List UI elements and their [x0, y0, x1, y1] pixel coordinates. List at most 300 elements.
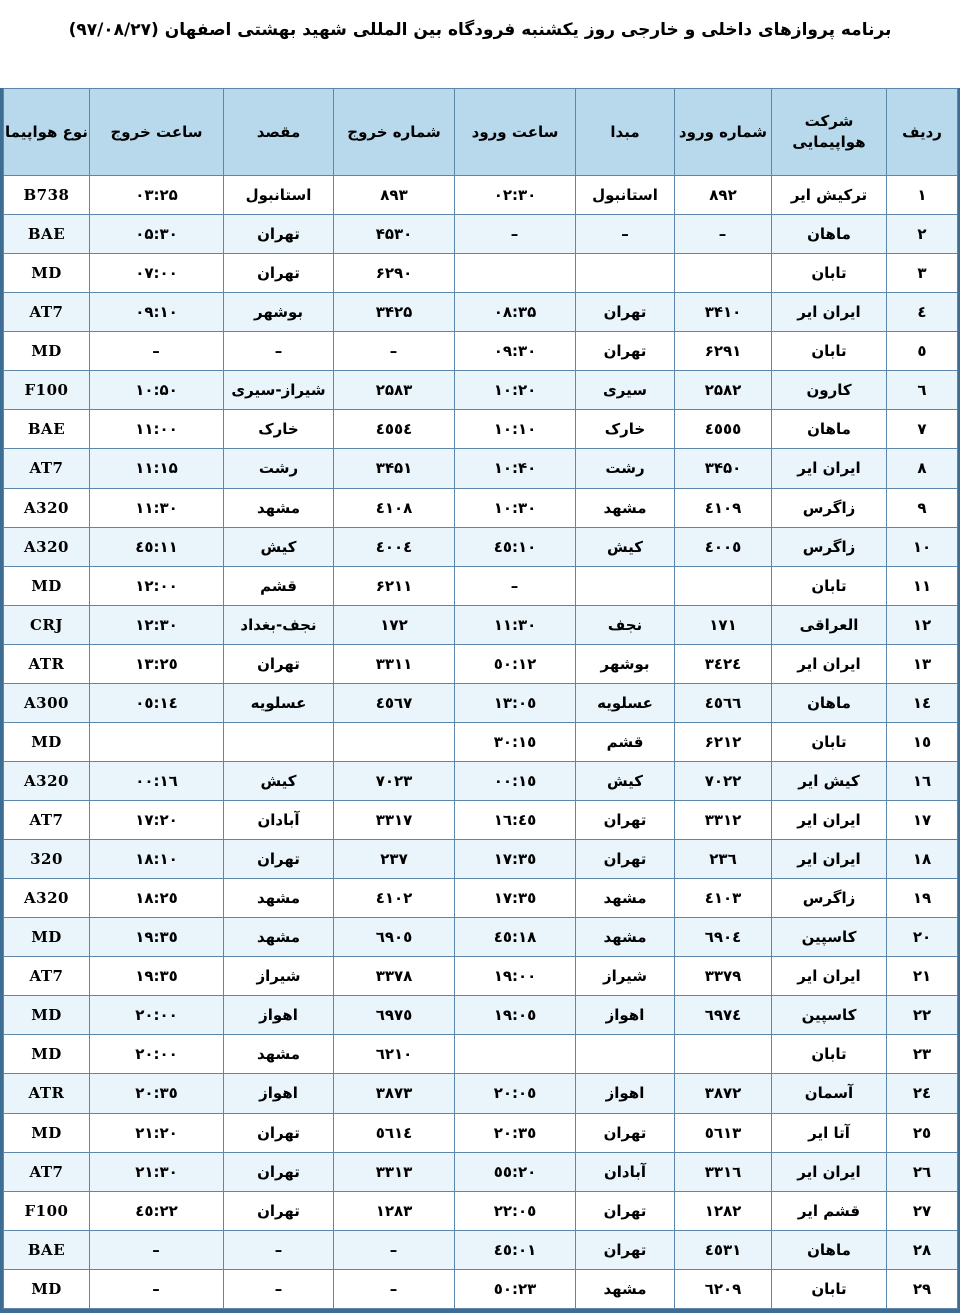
airline-cell: ایران ایر [772, 449, 887, 488]
arrival-number-cell: ۱۲۸۲ [675, 1191, 772, 1230]
destination-cell: کیش [224, 761, 334, 800]
departure-number-cell: ۱۲۸۳ [334, 1191, 455, 1230]
origin-cell: مشهد [576, 488, 675, 527]
departure-number-cell: ۳۳۱۳ [334, 1152, 455, 1191]
aircraft-type-cell: AT7 [4, 293, 90, 332]
table-row [4, 1113, 958, 1152]
origin-cell: استانبول [576, 176, 675, 215]
table-row [4, 371, 958, 410]
origin-cell: مشهد [576, 918, 675, 957]
departure-time-cell: ۲۲:٤٥ [90, 1191, 224, 1230]
departure-time-cell: ۲۰:۰۰ [90, 996, 224, 1035]
destination-cell: – [224, 1230, 334, 1269]
departure-time-cell: ۲۰:۳٥ [90, 1074, 224, 1113]
departure-time-cell: ۱۱:۰۰ [90, 410, 224, 449]
departure-time-cell: ۱۷:۲۰ [90, 801, 224, 840]
airline-cell: تابان [772, 332, 887, 371]
departure-time-cell: ۲۱:۳۰ [90, 1152, 224, 1191]
table-row [4, 1191, 958, 1230]
aircraft-type-cell: AT7 [4, 801, 90, 840]
airline-cell: تابان [772, 566, 887, 605]
table-header-row [4, 89, 958, 176]
departure-time-cell: ۱۸:۱۰ [90, 840, 224, 879]
airline-cell: ترکیش ایر [772, 176, 887, 215]
arrival-time-cell: ۰۱:٤٥ [455, 1230, 576, 1269]
page-title: برنامه پروازهای داخلی و خارجی روز یکشنبه فرودگاه بین المللی شهید بهشتی اصفهان (۹۷/۰۸/۲۷) [68, 20, 892, 40]
arrival-number-cell: ٤٥۳۱ [675, 1230, 772, 1269]
departure-time-cell: – [90, 1230, 224, 1269]
origin-cell: خارک [576, 410, 675, 449]
table-row [4, 410, 958, 449]
origin-cell: تهران [576, 801, 675, 840]
arrival-number-cell: ٤٥٥٥ [675, 410, 772, 449]
table-row [4, 918, 958, 957]
arrival-time-cell: ۰۸:۳۵ [455, 293, 576, 332]
destination-cell: استانبول [224, 176, 334, 215]
airline-cell: کارون [772, 371, 887, 410]
origin-cell: اهواز [576, 1074, 675, 1113]
destination-cell: تهران [224, 254, 334, 293]
aircraft-type-cell: A320 [4, 488, 90, 527]
aircraft-type-cell: F100 [4, 371, 90, 410]
destination-cell: تهران [224, 1191, 334, 1230]
table-row [4, 840, 958, 879]
destination-cell: تهران [224, 215, 334, 254]
row-number-cell: ٥ [887, 332, 958, 371]
column-header-origin: مبدا [576, 89, 675, 176]
row-number-cell: ۲۸ [887, 1230, 958, 1269]
aircraft-type-cell: A320 [4, 879, 90, 918]
table-row [4, 761, 958, 800]
arrival-time-cell [455, 254, 576, 293]
origin-cell: بوشهر [576, 644, 675, 683]
destination-cell: رشت [224, 449, 334, 488]
departure-time-cell: ۱۳:۲٥ [90, 644, 224, 683]
arrival-time-cell: ۱٦:٤٥ [455, 801, 576, 840]
table-row [4, 996, 958, 1035]
row-number-cell: ۲٥ [887, 1113, 958, 1152]
airline-cell: ایران ایر [772, 840, 887, 879]
departure-number-cell: ۲۵۸۳ [334, 371, 455, 410]
departure-time-cell: ۱۸:۲٥ [90, 879, 224, 918]
airline-cell: ماهان [772, 410, 887, 449]
arrival-number-cell: ۳۳۱۲ [675, 801, 772, 840]
aircraft-type-cell: ATR [4, 644, 90, 683]
departure-number-cell: – [334, 1230, 455, 1269]
departure-number-cell: ۲۳۷ [334, 840, 455, 879]
arrival-number-cell [675, 566, 772, 605]
row-number-cell: ۲۳ [887, 1035, 958, 1074]
airline-cell: تابان [772, 722, 887, 761]
departure-time-cell: ۱۹:۳٥ [90, 918, 224, 957]
row-number-cell: ۱۳ [887, 644, 958, 683]
origin-cell: – [576, 215, 675, 254]
destination-cell [224, 722, 334, 761]
aircraft-type-cell: A320 [4, 527, 90, 566]
table-row [4, 527, 958, 566]
table-row [4, 254, 958, 293]
departure-time-cell: ۱۱:۳۰ [90, 488, 224, 527]
airline-cell: ایران ایر [772, 644, 887, 683]
table-row [4, 1269, 958, 1308]
departure-number-cell: ٤۱۰۸ [334, 488, 455, 527]
departure-number-cell: ۶۲۹۰ [334, 254, 455, 293]
aircraft-type-cell: MD [4, 1113, 90, 1152]
departure-number-cell: ٦۹۷٥ [334, 996, 455, 1035]
arrival-time-cell: ۱۰:۲۰ [455, 371, 576, 410]
arrival-number-cell: ۳۳۷۹ [675, 957, 772, 996]
row-number-cell: ۳ [887, 254, 958, 293]
departure-time-cell: ۰۹:۱۰ [90, 293, 224, 332]
table-row [4, 176, 958, 215]
arrival-number-cell: ۳۳۱٦ [675, 1152, 772, 1191]
row-number-cell: ۲۷ [887, 1191, 958, 1230]
arrival-number-cell: ۳۴۱۰ [675, 293, 772, 332]
airline-cell: تابان [772, 1269, 887, 1308]
departure-number-cell: ۳۳۱۷ [334, 801, 455, 840]
airline-cell: ایران ایر [772, 957, 887, 996]
row-number-cell: ۸ [887, 449, 958, 488]
destination-cell: مشهد [224, 1035, 334, 1074]
origin-cell [576, 254, 675, 293]
departure-time-cell: ۱٤:۰٥ [90, 683, 224, 722]
destination-cell: شیراز [224, 957, 334, 996]
departure-number-cell: ۸۹۳ [334, 176, 455, 215]
airline-cell: کاسپین [772, 996, 887, 1035]
arrival-number-cell: ٤٥٦٦ [675, 683, 772, 722]
departure-number-cell: ۶۲۱۱ [334, 566, 455, 605]
airline-cell: آتا ایر [772, 1113, 887, 1152]
aircraft-type-cell: F100 [4, 1191, 90, 1230]
departure-number-cell: ۳۴۵۱ [334, 449, 455, 488]
departure-number-cell: – [334, 1269, 455, 1308]
destination-cell: بوشهر [224, 293, 334, 332]
row-number-cell: ۱۹ [887, 879, 958, 918]
row-number-cell: ۲۱ [887, 957, 958, 996]
column-header-row-number: ردیف [887, 89, 958, 176]
row-number-cell: ۱ [887, 176, 958, 215]
arrival-number-cell: ۳٤۲٤ [675, 644, 772, 683]
origin-cell: تهران [576, 1191, 675, 1230]
aircraft-type-cell: CRJ [4, 605, 90, 644]
column-header-departure-number: شماره خروج [334, 89, 455, 176]
flight-rows [4, 176, 958, 1309]
destination-cell: نجف-بغداد [224, 605, 334, 644]
aircraft-type-cell: MD [4, 996, 90, 1035]
departure-number-cell: ۳۸۷۳ [334, 1074, 455, 1113]
arrival-time-cell: ۰۲:۳۰ [455, 176, 576, 215]
row-number-cell: ۲۰ [887, 918, 958, 957]
aircraft-type-cell: AT7 [4, 449, 90, 488]
arrival-time-cell: ۱۲:٥۰ [455, 644, 576, 683]
origin-cell: نجف [576, 605, 675, 644]
departure-number-cell: ٤۰۰٤ [334, 527, 455, 566]
table-row [4, 957, 958, 996]
row-number-cell: ۱۷ [887, 801, 958, 840]
arrival-time-cell: ۰۹:۳۰ [455, 332, 576, 371]
aircraft-type-cell: AT7 [4, 1152, 90, 1191]
destination-cell: تهران [224, 1152, 334, 1191]
departure-number-cell: ۷۰۲۳ [334, 761, 455, 800]
departure-number-cell: ۳۳۷۸ [334, 957, 455, 996]
aircraft-type-cell: A300 [4, 683, 90, 722]
departure-time-cell: ۱۲:۳۰ [90, 605, 224, 644]
arrival-number-cell: ۲۵۸۲ [675, 371, 772, 410]
arrival-time-cell: ۲۲:۰٥ [455, 1191, 576, 1230]
table-row [4, 801, 958, 840]
arrival-number-cell: ۶۲۱۲ [675, 722, 772, 761]
table-row [4, 1035, 958, 1074]
origin-cell: تهران [576, 293, 675, 332]
column-header-departure-time: ساعت خروج [90, 89, 224, 176]
row-number-cell: ۱۰ [887, 527, 958, 566]
arrival-number-cell: ٦۹۰٤ [675, 918, 772, 957]
flight-schedule-table [3, 88, 958, 1309]
column-header-destination: مقصد [224, 89, 334, 176]
destination-cell: تهران [224, 840, 334, 879]
row-number-cell: ۲۲ [887, 996, 958, 1035]
airline-cell: زاگرس [772, 527, 887, 566]
departure-time-cell: ۱۲:۰۰ [90, 566, 224, 605]
arrival-number-cell [675, 1035, 772, 1074]
arrival-time-cell: ۱٥:۰۰ [455, 761, 576, 800]
aircraft-type-cell: MD [4, 332, 90, 371]
airline-cell: ماهان [772, 215, 887, 254]
arrival-time-cell: ۱٥:۳۰ [455, 722, 576, 761]
arrival-number-cell: ٥٦۱۳ [675, 1113, 772, 1152]
departure-number-cell [334, 722, 455, 761]
origin-cell: کیش [576, 761, 675, 800]
aircraft-type-cell: B738 [4, 176, 90, 215]
origin-cell [576, 1035, 675, 1074]
row-number-cell: ۲٦ [887, 1152, 958, 1191]
departure-time-cell: ۱۰:۵۰ [90, 371, 224, 410]
destination-cell: تهران [224, 1113, 334, 1152]
destination-cell: خارک [224, 410, 334, 449]
arrival-time-cell [455, 1035, 576, 1074]
departure-time-cell: ۱٦:۰۰ [90, 761, 224, 800]
airline-cell: ایران ایر [772, 801, 887, 840]
row-number-cell: ۱۱ [887, 566, 958, 605]
origin-cell: تهران [576, 1230, 675, 1269]
departure-number-cell: ۳۳۱۱ [334, 644, 455, 683]
arrival-time-cell: ۱۰:۳۰ [455, 488, 576, 527]
aircraft-type-cell: A320 [4, 761, 90, 800]
aircraft-type-cell: MD [4, 254, 90, 293]
aircraft-type-cell: AT7 [4, 957, 90, 996]
destination-cell: مشهد [224, 879, 334, 918]
arrival-number-cell: ۳۸۷۲ [675, 1074, 772, 1113]
column-header-arrival-number: شماره ورود [675, 89, 772, 176]
arrival-time-cell: ۱۹:۰۰ [455, 957, 576, 996]
aircraft-type-cell: MD [4, 566, 90, 605]
origin-cell: سیری [576, 371, 675, 410]
table-row [4, 566, 958, 605]
destination-cell: کیش [224, 527, 334, 566]
destination-cell: قشم [224, 566, 334, 605]
origin-cell: قشم [576, 722, 675, 761]
column-header-airline: شرکت هواپیمایی [772, 89, 887, 176]
arrival-number-cell: ٤۱۰۹ [675, 488, 772, 527]
departure-number-cell: ٤٥٥٤ [334, 410, 455, 449]
row-number-cell: ۲٤ [887, 1074, 958, 1113]
row-number-cell: ۷ [887, 410, 958, 449]
departure-time-cell: – [90, 1269, 224, 1308]
origin-cell: مشهد [576, 1269, 675, 1308]
table-row [4, 605, 958, 644]
arrival-number-cell: ۸۹۲ [675, 176, 772, 215]
aircraft-type-cell: BAE [4, 1230, 90, 1269]
table-row [4, 879, 958, 918]
arrival-number-cell: ۷۰۲۲ [675, 761, 772, 800]
table-row [4, 332, 958, 371]
arrival-time-cell: ۱۱:۳۰ [455, 605, 576, 644]
arrival-time-cell: ۱۹:۰٥ [455, 996, 576, 1035]
row-number-cell: ۲ [887, 215, 958, 254]
departure-time-cell: ۱۹:۳٥ [90, 957, 224, 996]
airline-cell: آسمان [772, 1074, 887, 1113]
arrival-number-cell: ٤۰۰٥ [675, 527, 772, 566]
table-row [4, 215, 958, 254]
departure-number-cell: – [334, 332, 455, 371]
departure-number-cell: ۱۷۲ [334, 605, 455, 644]
arrival-time-cell: ۱۳:۰٥ [455, 683, 576, 722]
arrival-time-cell: – [455, 215, 576, 254]
departure-time-cell: ۲۰:۰۰ [90, 1035, 224, 1074]
destination-cell: عسلویه [224, 683, 334, 722]
departure-time-cell: ۰۳:۲۵ [90, 176, 224, 215]
departure-number-cell: ٤۱۰۲ [334, 879, 455, 918]
destination-cell: مشهد [224, 488, 334, 527]
arrival-time-cell: ۲۰:۳٥ [455, 1113, 576, 1152]
destination-cell: مشهد [224, 918, 334, 957]
departure-time-cell: ۰۵:۳۰ [90, 215, 224, 254]
departure-time-cell: ۱۱:٤٥ [90, 527, 224, 566]
departure-number-cell: ٤٥٦۷ [334, 683, 455, 722]
table-row [4, 1152, 958, 1191]
origin-cell: شیراز [576, 957, 675, 996]
arrival-time-cell: ۲۰:۰٥ [455, 1074, 576, 1113]
origin-cell: عسلویه [576, 683, 675, 722]
arrival-number-cell [675, 254, 772, 293]
origin-cell: اهواز [576, 996, 675, 1035]
departure-number-cell: ٦۹۰٥ [334, 918, 455, 957]
departure-number-cell: ۴۵۳۰ [334, 215, 455, 254]
arrival-number-cell: ٤۱۰۳ [675, 879, 772, 918]
column-header-aircraft-type: نوع هواپیما [4, 89, 90, 176]
arrival-number-cell: ۶۲۹۱ [675, 332, 772, 371]
airline-cell: کاسپین [772, 918, 887, 957]
aircraft-type-cell: MD [4, 722, 90, 761]
table-row [4, 293, 958, 332]
origin-cell [576, 566, 675, 605]
airline-cell: قشم ایر [772, 1191, 887, 1230]
origin-cell: تهران [576, 1113, 675, 1152]
aircraft-type-cell: MD [4, 1269, 90, 1308]
airline-cell: ایران ایر [772, 293, 887, 332]
origin-cell: تهران [576, 332, 675, 371]
origin-cell: آبادان [576, 1152, 675, 1191]
row-number-cell: ۹ [887, 488, 958, 527]
arrival-time-cell: ۱۷:۳٥ [455, 879, 576, 918]
destination-cell: – [224, 332, 334, 371]
arrival-number-cell: ۳۴۵۰ [675, 449, 772, 488]
schedule-sheet [0, 88, 960, 1313]
origin-cell: کیش [576, 527, 675, 566]
origin-cell: تهران [576, 840, 675, 879]
aircraft-type-cell: BAE [4, 410, 90, 449]
airline-cell: کیش ایر [772, 761, 887, 800]
aircraft-type-cell: BAE [4, 215, 90, 254]
table-row [4, 683, 958, 722]
row-number-cell: ۲۹ [887, 1269, 958, 1308]
arrival-time-cell: ۲۳:٥۰ [455, 1269, 576, 1308]
departure-time-cell: ۲۱:۲۰ [90, 1113, 224, 1152]
aircraft-type-cell: ATR [4, 1074, 90, 1113]
arrival-time-cell: ۱۰:۱۰ [455, 410, 576, 449]
departure-time-cell: ۱۱:۱۵ [90, 449, 224, 488]
departure-time-cell: ۰۷:۰۰ [90, 254, 224, 293]
arrival-number-cell: ۲۳٦ [675, 840, 772, 879]
arrival-time-cell: ۲۰:٥٥ [455, 1152, 576, 1191]
airline-cell: ماهان [772, 683, 887, 722]
destination-cell: – [224, 1269, 334, 1308]
aircraft-type-cell: MD [4, 918, 90, 957]
departure-number-cell: ۳۴۲۵ [334, 293, 455, 332]
row-number-cell: ۱٤ [887, 683, 958, 722]
airline-cell: زاگرس [772, 879, 887, 918]
destination-cell: اهواز [224, 996, 334, 1035]
airline-cell: العراقی [772, 605, 887, 644]
destination-cell: اهواز [224, 1074, 334, 1113]
departure-number-cell: ٥٦۱٤ [334, 1113, 455, 1152]
arrival-time-cell: ۱۷:۳٥ [455, 840, 576, 879]
aircraft-type-cell: MD [4, 1035, 90, 1074]
table-row [4, 488, 958, 527]
arrival-number-cell: ٦۹۷٤ [675, 996, 772, 1035]
departure-number-cell: ٦۲۱۰ [334, 1035, 455, 1074]
arrival-time-cell: ۱۰:۴۰ [455, 449, 576, 488]
departure-time-cell: – [90, 332, 224, 371]
arrival-number-cell: ۱۷۱ [675, 605, 772, 644]
table-row [4, 722, 958, 761]
table-row [4, 1074, 958, 1113]
origin-cell: مشهد [576, 879, 675, 918]
arrival-number-cell: ٦۲۰۹ [675, 1269, 772, 1308]
row-number-cell: ۱۸ [887, 840, 958, 879]
airline-cell: ایران ایر [772, 1152, 887, 1191]
table-row [4, 449, 958, 488]
departure-time-cell [90, 722, 224, 761]
airline-cell: ماهان [772, 1230, 887, 1269]
row-number-cell: ٤ [887, 293, 958, 332]
row-number-cell: ٦ [887, 371, 958, 410]
arrival-time-cell: ۱۰:٤٥ [455, 527, 576, 566]
row-number-cell: ۱٦ [887, 761, 958, 800]
airline-cell: تابان [772, 1035, 887, 1074]
destination-cell: شیراز-سیری [224, 371, 334, 410]
destination-cell: آبادان [224, 801, 334, 840]
row-number-cell: ۱۲ [887, 605, 958, 644]
origin-cell: رشت [576, 449, 675, 488]
aircraft-type-cell: 320 [4, 840, 90, 879]
table-row [4, 1230, 958, 1269]
airline-cell: زاگرس [772, 488, 887, 527]
table-row [4, 644, 958, 683]
airline-cell: تابان [772, 254, 887, 293]
arrival-time-cell: – [455, 566, 576, 605]
arrival-number-cell: – [675, 215, 772, 254]
